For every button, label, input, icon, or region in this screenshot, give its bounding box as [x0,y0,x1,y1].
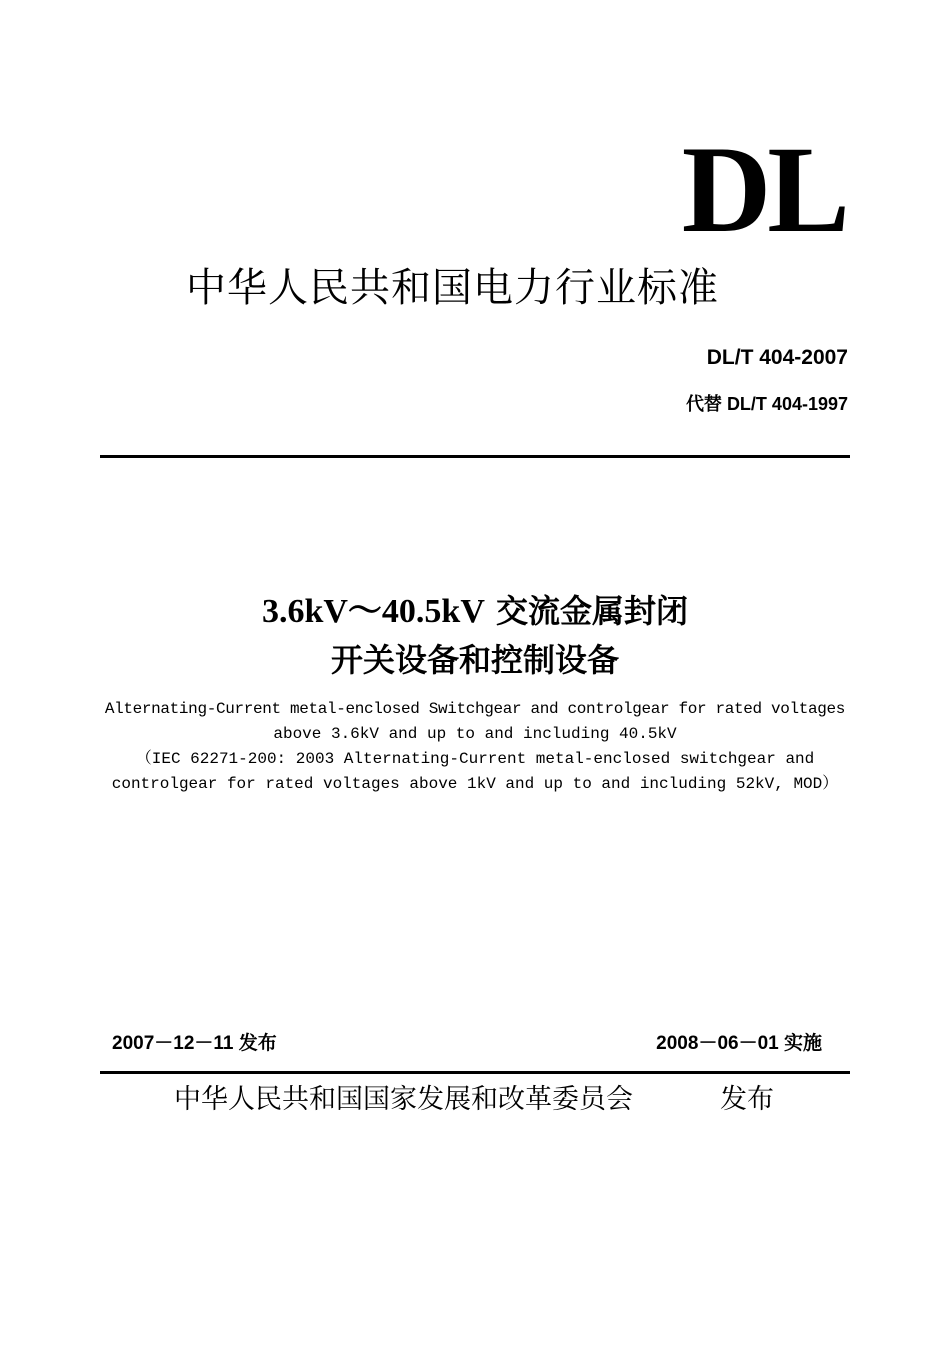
issue-label: 发布 [720,1084,774,1115]
effective-date: 2008－06－01 实施 [656,1033,822,1054]
english-title-line-3: （IEC 62271-200: 2003 Alternating-Current metal-enclosed switchgear and [135,750,815,768]
bottom-divider [100,1071,850,1074]
document-title-line-1 [0,583,950,632]
english-title-line-4: controlgear for rated voltages above 1kV and up to and including 52kV, MOD） [111,775,839,793]
dl-logo: DL [681,121,846,258]
title-line-1-text: 交流金属封闭 [484,592,689,630]
english-title-line-2: above 3.6kV and up to and including 40.5kV [273,725,677,743]
title-voltage-range: 3.6kV～40.5kV [261,593,485,630]
english-title [80,697,870,797]
issuing-authority: 中华人民共和国国家发展和改革委员会 [174,1084,633,1115]
standard-type-heading: 中华人民共和国电力行业标准 [186,265,719,311]
publish-date: 2007－12－11 发布 [112,1033,277,1054]
standard-code: DL/T 404-2007 [706,346,848,369]
replaced-standard: 代替 DL/T 404-1997 [685,394,848,414]
document-title-line-2: 开关设备和控制设备 [330,641,619,679]
top-divider [100,455,850,458]
english-title-line-1: Alternating-Current metal-enclosed Switchgear and controlgear for rated voltages [104,700,846,718]
